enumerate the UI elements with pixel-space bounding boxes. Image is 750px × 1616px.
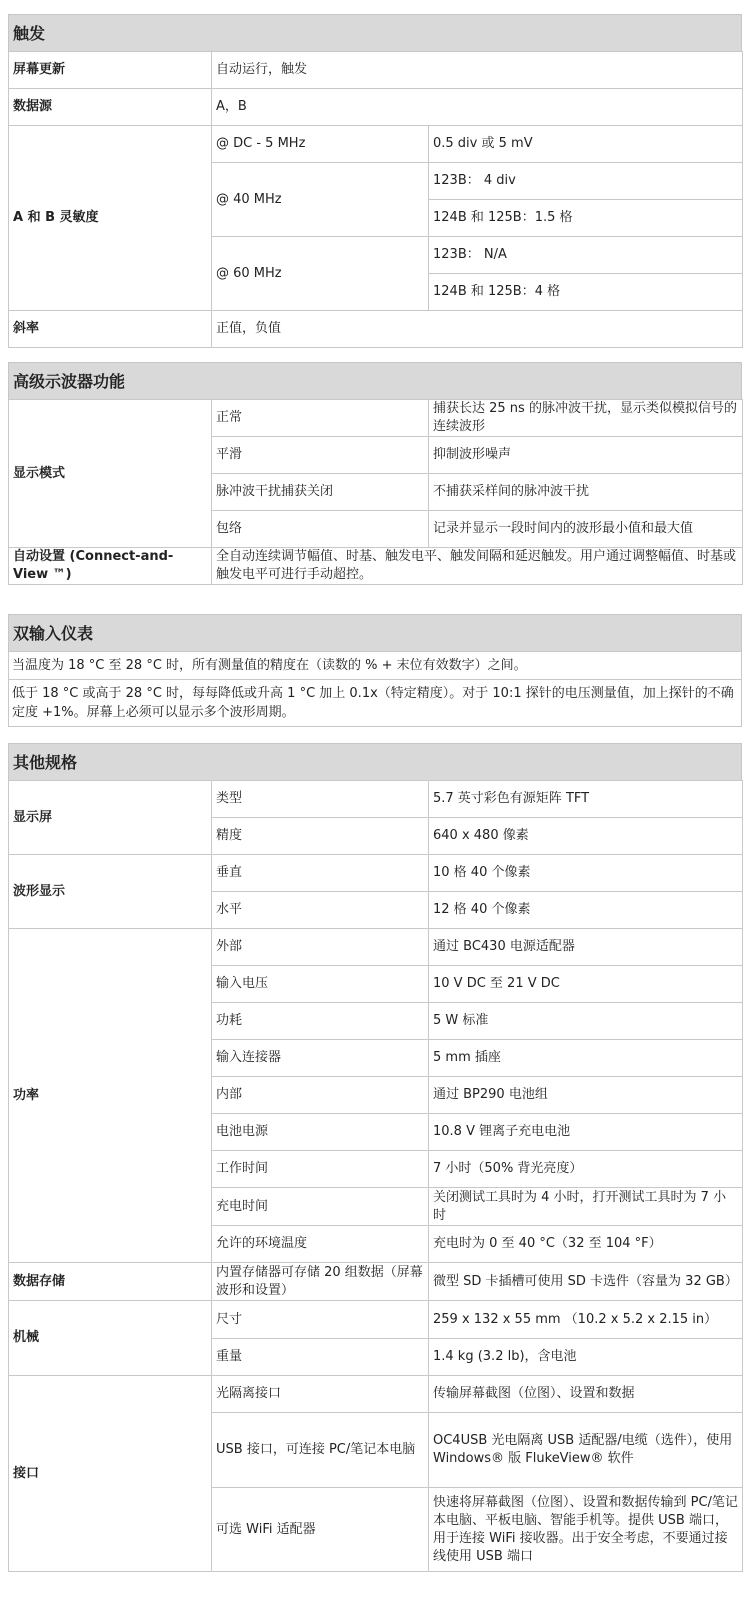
row-label-sensitivity: A 和 B 灵敏度 bbox=[9, 126, 212, 311]
mode-name: 正常 bbox=[212, 400, 429, 437]
spec-key: 输入连接器 bbox=[212, 1040, 429, 1077]
meter-table bbox=[8, 651, 742, 727]
spec-key: 光隔离接口 bbox=[212, 1376, 429, 1413]
spec-value: 传输屏幕截图（位图）、设置和数据 bbox=[429, 1376, 743, 1413]
table-row bbox=[9, 89, 743, 126]
spec-key: 精度 bbox=[212, 818, 429, 855]
freq-40: @ 40 MHz bbox=[212, 163, 429, 237]
row-label-display-mode: 显示模式 bbox=[9, 400, 212, 548]
trigger-table bbox=[8, 51, 743, 348]
mode-name: 平滑 bbox=[212, 437, 429, 474]
spec-key: 工作时间 bbox=[212, 1151, 429, 1188]
row-label-screen-update: 屏幕更新 bbox=[9, 52, 212, 89]
row-label-waveform: 波形显示 bbox=[9, 855, 212, 929]
spec-value: 640 x 480 像素 bbox=[429, 818, 743, 855]
row-label-interface: 接口 bbox=[9, 1376, 212, 1572]
other-section bbox=[8, 743, 742, 1572]
table-row bbox=[9, 548, 743, 585]
freq-60: @ 60 MHz bbox=[212, 237, 429, 311]
spec-value: 5 W 标准 bbox=[429, 1003, 743, 1040]
storage-internal: 内置存储器可存储 20 组数据（屏幕波形和设置） bbox=[212, 1263, 429, 1301]
row-label-source: 数据源 bbox=[9, 89, 212, 126]
advanced-table bbox=[8, 399, 743, 585]
spec-key: 可选 WiFi 适配器 bbox=[212, 1488, 429, 1572]
spec-value: 1.4 kg (3.2 lb)，含电池 bbox=[429, 1339, 743, 1376]
advanced-section bbox=[8, 362, 742, 585]
sens-40-123b: 123B： 4 div bbox=[429, 163, 743, 200]
spec-value: 通过 BC430 电源适配器 bbox=[429, 929, 743, 966]
spec-value: 10.8 V 锂离子充电电池 bbox=[429, 1114, 743, 1151]
spec-value: 10 格 40 个像素 bbox=[429, 855, 743, 892]
table-row bbox=[9, 855, 743, 892]
table-row bbox=[9, 1263, 743, 1301]
mode-name: 包络 bbox=[212, 511, 429, 548]
row-label-power: 功率 bbox=[9, 929, 212, 1263]
meter-section bbox=[8, 614, 742, 727]
mode-desc: 捕获长达 25 ns 的脉冲波干扰，显示类似模拟信号的连续波形 bbox=[429, 400, 743, 437]
source-value: A，B bbox=[212, 89, 743, 126]
mode-desc: 记录并显示一段时间内的波形最小值和最大值 bbox=[429, 511, 743, 548]
section-heading-meter: 双输入仪表 bbox=[8, 614, 742, 651]
spec-value: 5.7 英寸彩色有源矩阵 TFT bbox=[429, 781, 743, 818]
spec-value: 快速将屏幕截图（位图）、设置和数据传输到 PC/笔记本电脑、平板电脑、智能手机等。提供 USB 端口，用于连接 WiFi 接收器。出于安全考虑，不要通过接线使用 USB 端口 bbox=[429, 1488, 743, 1572]
spec-key: 尺寸 bbox=[212, 1301, 429, 1339]
sens-60-123b: 123B： N/A bbox=[429, 237, 743, 274]
spec-key: 输入电压 bbox=[212, 966, 429, 1003]
spec-key: 重量 bbox=[212, 1339, 429, 1376]
spec-key: 水平 bbox=[212, 892, 429, 929]
mode-name: 脉冲波干扰捕获关闭 bbox=[212, 474, 429, 511]
table-row bbox=[9, 781, 743, 818]
row-label-autoset: 自动设置 (Connect-and-View ™) bbox=[9, 548, 212, 585]
screen-update-value: 自动运行，触发 bbox=[212, 52, 743, 89]
spec-key: 允许的环境温度 bbox=[212, 1226, 429, 1263]
spec-key: 内部 bbox=[212, 1077, 429, 1114]
spec-value: 7 小时（50% 背光亮度） bbox=[429, 1151, 743, 1188]
spec-value: 关闭测试工具时为 4 小时，打开测试工具时为 7 小时 bbox=[429, 1188, 743, 1226]
row-label-mechanical: 机械 bbox=[9, 1301, 212, 1376]
table-row bbox=[9, 400, 743, 437]
slope-value: 正值，负值 bbox=[212, 311, 743, 348]
spec-value: 10 V DC 至 21 V DC bbox=[429, 966, 743, 1003]
sens-dc-value: 0.5 div 或 5 mV bbox=[429, 126, 743, 163]
spec-value: OC4USB 光电隔离 USB 适配器/电缆（选件），使用 Windows® 版 FlukeView® 软件 bbox=[429, 1413, 743, 1488]
sens-60-124b: 124B 和 125B：4 格 bbox=[429, 274, 743, 311]
section-heading-trigger: 触发 bbox=[8, 14, 742, 51]
row-label-display: 显示屏 bbox=[9, 781, 212, 855]
meter-note-1: 当温度为 18 °C 至 28 °C 时，所有测量值的精度在（读数的 % + 末位有效数字）之间。 bbox=[9, 652, 742, 680]
table-row bbox=[9, 126, 743, 163]
autoset-value: 全自动连续调节幅值、时基、触发电平、触发间隔和延迟触发。用户通过调整幅值、时基或触发电平可进行手动超控。 bbox=[212, 548, 743, 585]
trigger-section bbox=[8, 14, 742, 348]
table-row bbox=[9, 311, 743, 348]
table-row bbox=[9, 652, 742, 680]
spec-key: 充电时间 bbox=[212, 1188, 429, 1226]
spec-key: 外部 bbox=[212, 929, 429, 966]
spec-key: 垂直 bbox=[212, 855, 429, 892]
spec-value: 12 格 40 个像素 bbox=[429, 892, 743, 929]
spec-value: 5 mm 插座 bbox=[429, 1040, 743, 1077]
meter-note-2: 低于 18 °C 或高于 28 °C 时，每每降低或升高 1 °C 加上 0.1x（特定精度）。对于 10:1 探针的电压测量值，加上探针的不确定度 +1%。屏幕上必须可以显示多个波形周期。 bbox=[9, 680, 742, 727]
spec-key: 类型 bbox=[212, 781, 429, 818]
other-table bbox=[8, 780, 743, 1572]
row-label-slope: 斜率 bbox=[9, 311, 212, 348]
row-label-storage: 数据存储 bbox=[9, 1263, 212, 1301]
storage-sd: 微型 SD 卡插槽可使用 SD 卡选件（容量为 32 GB） bbox=[429, 1263, 743, 1301]
spec-key: 电池电源 bbox=[212, 1114, 429, 1151]
freq-dc: @ DC - 5 MHz bbox=[212, 126, 429, 163]
table-row bbox=[9, 52, 743, 89]
spec-key: 功耗 bbox=[212, 1003, 429, 1040]
sens-40-124b: 124B 和 125B：1.5 格 bbox=[429, 200, 743, 237]
spec-value: 充电时为 0 至 40 °C（32 至 104 °F） bbox=[429, 1226, 743, 1263]
table-row bbox=[9, 1376, 743, 1413]
mode-desc: 抑制波形噪声 bbox=[429, 437, 743, 474]
table-row bbox=[9, 1301, 743, 1339]
spec-value: 259 x 132 x 55 mm （10.2 x 5.2 x 2.15 in） bbox=[429, 1301, 743, 1339]
table-row bbox=[9, 680, 742, 727]
spec-key: USB 接口，可连接 PC/笔记本电脑 bbox=[212, 1413, 429, 1488]
spec-value: 通过 BP290 电池组 bbox=[429, 1077, 743, 1114]
section-heading-advanced: 高级示波器功能 bbox=[8, 362, 742, 399]
mode-desc: 不捕获采样间的脉冲波干扰 bbox=[429, 474, 743, 511]
table-row bbox=[9, 929, 743, 966]
section-heading-other: 其他规格 bbox=[8, 743, 742, 780]
